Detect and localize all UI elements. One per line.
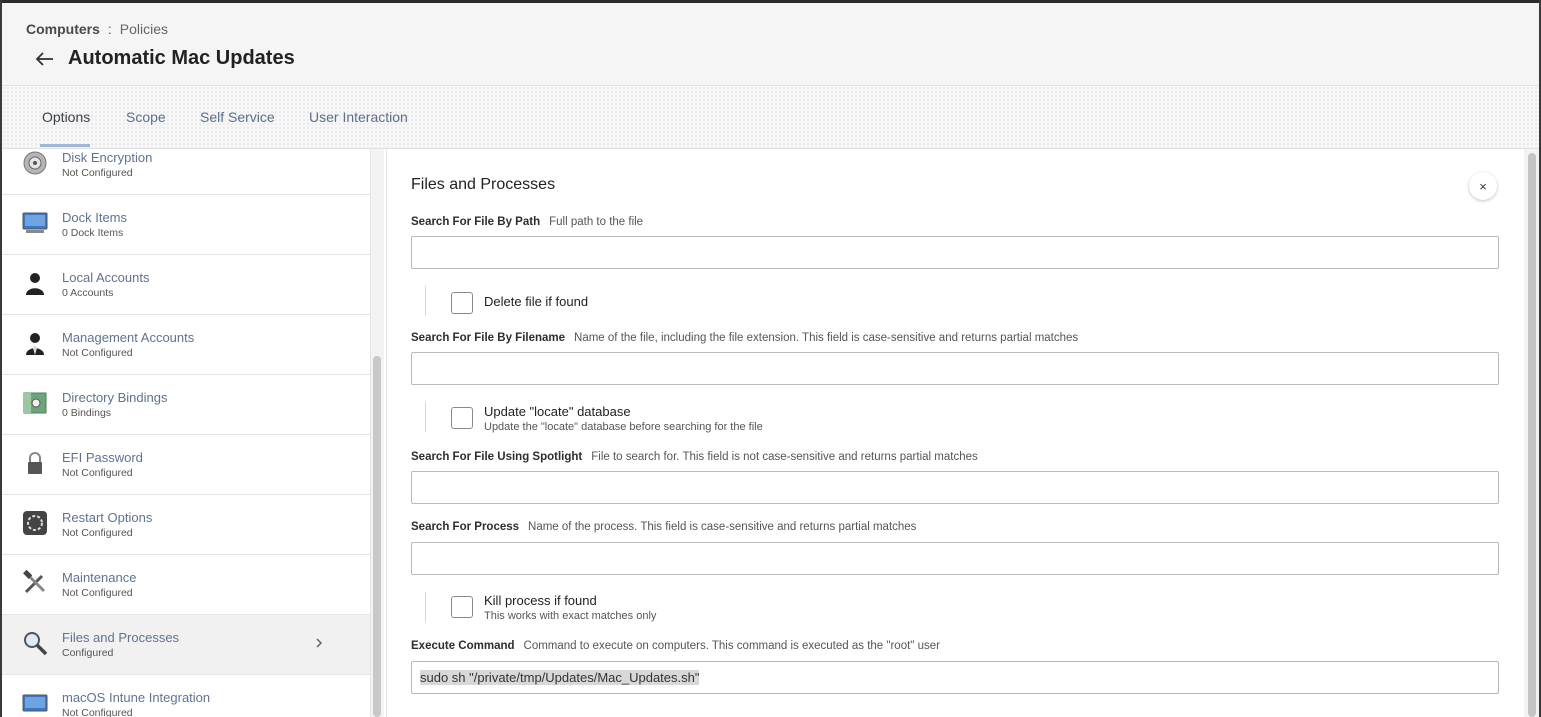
kill-process-checkbox[interactable]: [451, 596, 473, 618]
close-icon: ×: [1479, 178, 1487, 194]
update-locate-sub: Update the "locate" database before searching for the file: [484, 421, 763, 433]
maintenance-icon: [22, 570, 48, 596]
search-spotlight-input[interactable]: [411, 471, 1499, 504]
indent-rule: [425, 592, 426, 622]
kill-process-label: Kill process if found: [484, 593, 597, 608]
lock-icon: [22, 450, 48, 476]
sidebar-item-files-and-processes[interactable]: [2, 615, 370, 675]
execute-command-input[interactable]: [411, 661, 1499, 694]
delete-file-label: Delete file if found: [484, 294, 589, 309]
sidebar-item-dock-items[interactable]: [2, 195, 370, 255]
breadcrumb-computers[interactable]: Computers: [26, 21, 100, 37]
back-arrow-icon[interactable]: [32, 48, 58, 70]
breadcrumb: [26, 21, 168, 37]
tab-options[interactable]: Options: [42, 109, 91, 125]
kill-process-sub: This works with exact matches only: [484, 610, 657, 622]
sidebar-item-restart-options[interactable]: [2, 495, 370, 555]
sidebar-item-status: Not Configured: [62, 167, 133, 179]
execute-command-label: [411, 640, 940, 652]
sidebar-item-disk-encryption[interactable]: [2, 149, 370, 195]
sidebar-item-label: Restart Options: [62, 510, 153, 525]
breadcrumb-policies[interactable]: Policies: [119, 21, 169, 37]
search-filename-label: [411, 332, 1078, 344]
field-hint: Command to execute on computers. This command is executed as the "root" user: [523, 640, 940, 652]
sidebar-item-label: Files and Processes: [62, 630, 180, 645]
sidebar-item-label: Directory Bindings: [62, 390, 168, 405]
indent-rule: [425, 286, 426, 316]
field-label-text: Search For Process: [411, 521, 520, 533]
field-hint: Name of the file, including the file extension. This field is case-sensitive and returns partial matches: [574, 332, 1079, 344]
sidebar-item-status: Configured: [62, 647, 114, 659]
panel-title: Files and Processes: [411, 176, 556, 193]
field-hint: File to search for. This field is not case-sensitive and returns partial matches: [591, 451, 978, 463]
update-locate-label: Update "locate" database: [484, 404, 631, 419]
panel-scrollbar-thumb[interactable]: [1528, 153, 1536, 717]
chevron-right-icon: [312, 635, 326, 651]
tab-user-interaction[interactable]: User Interaction: [309, 109, 408, 125]
search-process-label: [411, 521, 916, 533]
page-title: Automatic Mac Updates: [68, 47, 295, 69]
sidebar-item-label: Dock Items: [62, 210, 128, 225]
sidebar-item-status: 0 Dock Items: [62, 227, 124, 239]
files-and-processes-panel: [386, 149, 1524, 717]
sidebar-item-local-accounts[interactable]: [2, 255, 370, 315]
window-frame-left: [0, 0, 2, 717]
tab-self-service[interactable]: Self Service: [200, 109, 275, 125]
sidebar-item-status: 0 Bindings: [62, 407, 112, 419]
options-sidebar: [2, 149, 371, 717]
field-hint: Full path to the file: [549, 216, 644, 228]
search-icon: [22, 630, 48, 656]
sidebar-item-status: Not Configured: [62, 527, 133, 539]
search-path-label: [411, 216, 643, 228]
sidebar-item-macos-intune-integration[interactable]: [2, 675, 370, 717]
sidebar-item-status: Not Configured: [62, 707, 133, 717]
field-label-text: Search For File By Path: [411, 216, 541, 228]
sidebar-item-directory-bindings[interactable]: [2, 375, 370, 435]
delete-file-checkbox[interactable]: [451, 292, 473, 314]
sidebar-scrollbar-thumb[interactable]: [373, 356, 381, 717]
sidebar-item-status: Not Configured: [62, 587, 133, 599]
disk-encryption-icon: [22, 150, 48, 176]
sidebar-item-status: 0 Accounts: [62, 287, 114, 299]
search-path-input[interactable]: [411, 236, 1499, 269]
directory-bindings-icon: [22, 390, 48, 416]
search-filename-input[interactable]: [411, 352, 1499, 385]
tab-bar: [2, 86, 1539, 149]
breadcrumb-separator: :: [107, 21, 112, 37]
sidebar-item-label: Local Accounts: [62, 270, 150, 285]
sidebar-item-status: Not Configured: [62, 467, 133, 479]
field-label-text: Search For File Using Spotlight: [411, 451, 583, 463]
update-locate-checkbox[interactable]: [451, 407, 473, 429]
dock-items-icon: [22, 210, 48, 236]
sidebar-item-label: Disk Encryption: [62, 150, 153, 165]
active-tab-indicator: [40, 144, 90, 147]
intune-icon: [22, 690, 48, 716]
indent-rule: [425, 402, 426, 432]
tab-scope[interactable]: Scope: [126, 109, 166, 125]
sidebar-item-label: EFI Password: [62, 450, 143, 465]
sidebar-item-label: macOS Intune Integration: [62, 690, 211, 705]
field-hint: Name of the process. This field is case-sensitive and returns partial matches: [528, 521, 917, 533]
search-spotlight-label: [411, 451, 978, 463]
field-label-text: Execute Command: [411, 640, 515, 652]
sidebar-item-status: Not Configured: [62, 347, 133, 359]
sidebar-item-efi-password[interactable]: [2, 435, 370, 495]
sidebar-item-maintenance[interactable]: [2, 555, 370, 615]
execute-command-value: sudo sh "/private/tmp/Updates/Mac_Updates.sh": [420, 670, 700, 685]
close-button[interactable]: [1469, 172, 1497, 200]
search-process-input[interactable]: [411, 542, 1499, 575]
page-header: [2, 3, 1539, 86]
management-accounts-icon: [22, 330, 48, 356]
sidebar-item-management-accounts[interactable]: [2, 315, 370, 375]
restart-icon: [22, 510, 48, 536]
sidebar-item-label: Maintenance: [62, 570, 137, 585]
field-label-text: Search For File By Filename: [411, 332, 566, 344]
local-accounts-icon: [22, 270, 48, 296]
sidebar-item-label: Management Accounts: [62, 330, 195, 345]
